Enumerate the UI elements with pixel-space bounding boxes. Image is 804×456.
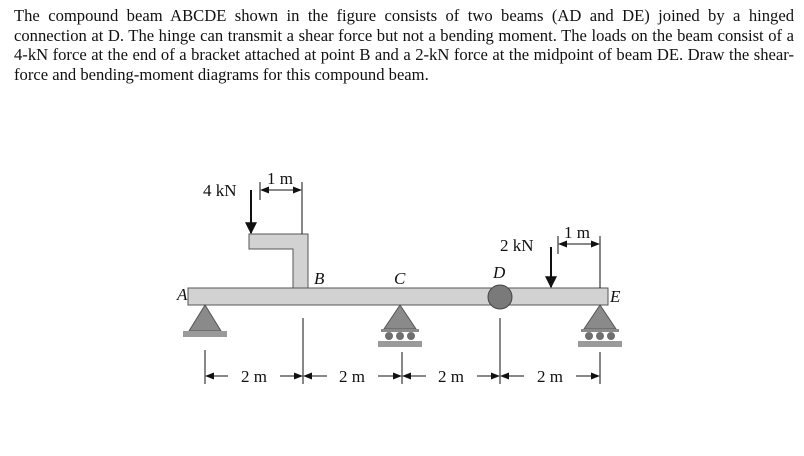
dim-label-right-1m: 1 m [564, 223, 590, 242]
problem-statement: The compound beam ABCDE shown in the figure consists of two beams (AD and DE) joined by a hinged connection at D. The hinge can transmit a shear force but not a bending moment. The loads on the beam consist of a 4-kN force at the end of a bracket attached at point B and a 2-kN force at the midpoint of beam DE. Draw the shear-force and bending-moment diagrams for this compound beam. [14, 6, 794, 84]
span-label-de: 2 m [537, 367, 563, 386]
span-label-bc: 2 m [339, 367, 365, 386]
point-label-c: C [394, 269, 406, 288]
beam [188, 288, 608, 305]
load-label-2kn: 2 kN [500, 236, 534, 255]
roller-support-e [578, 305, 622, 347]
point-label-b: B [314, 269, 325, 288]
span-label-cd: 2 m [438, 367, 464, 386]
load-label-4kn: 4 kN [203, 181, 237, 200]
point-label-e: E [610, 287, 621, 306]
dim-label-left-1m: 1 m [267, 169, 293, 188]
hinge-d [488, 285, 512, 309]
span-label-ab: 2 m [241, 367, 267, 386]
bracket [249, 234, 308, 288]
point-label-d: D [493, 263, 506, 282]
roller-support-c [378, 305, 422, 347]
pin-support-a [183, 305, 227, 337]
point-label-a: A [177, 285, 188, 304]
